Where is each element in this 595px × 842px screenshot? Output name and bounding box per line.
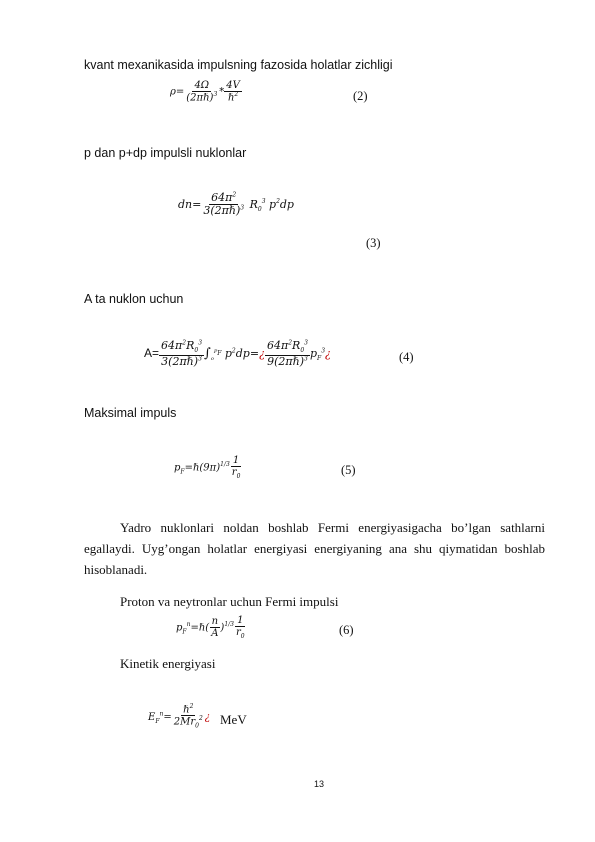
energy-unit: MeV [220,712,247,727]
max-impuls-text: Maksimal impuls [84,406,177,420]
paragraph-fermi: Yadro nuklonlari noldan boshlab Fermi energiyasigacha bo’lgan sathlarni egallaydi. Uyg’ongan holatlar energiyasi energiyaning ana shu qiymatidan boshlab hisoblanadi. [84,520,545,577]
equation-fermi-momentum-n: $p_F^n=\hbar$( $\frac{n}{A}$ )$^{1/3}$ $\frac{1}{r_0}$ [176,615,245,640]
kinetic-text: Kinetik energiyasi [120,656,216,671]
equation-number-6: (6) [339,623,354,637]
a-nucleon-text: A ta nuklon uchun [84,292,184,306]
page-number: 13 [314,779,325,789]
equation-number-3: (3) [366,236,381,250]
equation-kinetic-energy: $E_F^n=$ $\frac{\hbar^2}{2Mr_0^2}$ ¿ [148,703,211,730]
intro-text: kvant mexanikasida impulsning fazosida holatlar zichligi [84,58,393,72]
equation-prefix: A= [144,346,160,361]
p-dp-text: p dan p+dp impulsli nuklonlar [84,146,247,160]
equation-density-of-states: ρ= $\frac{4\Omega}{(2\pi\hbar)^3}$ * $\frac{4V}{\hbar^2}$ [170,80,240,104]
equation-a-integral: A= $\frac{64\pi^2R_0^3}{3(2\pi\hbar)^3}$ $\int_o^{P_F}$ $p^2dp=¿$ $\frac{64\pi^2R_0^3}{9(2\pi\hbar)^3}$ $p_F^3¿$ [144,339,331,368]
equation-number-4: (4) [399,350,414,364]
equation-number-2: (2) [353,89,368,103]
equation-number-5: (5) [341,463,356,477]
equation-fermi-momentum: $p_F=\hbar(9\pi)^{1/3}$ $\frac{1}{r_0}$ [174,455,241,480]
proton-neutron-text: Proton va neytronlar uchun Fermi impulsi [120,594,339,609]
equation-dn: dn= $\frac{64\pi^2}{3(2\pi\hbar)^3}$ $R_0^3$ $p^2dp$ [178,191,294,218]
